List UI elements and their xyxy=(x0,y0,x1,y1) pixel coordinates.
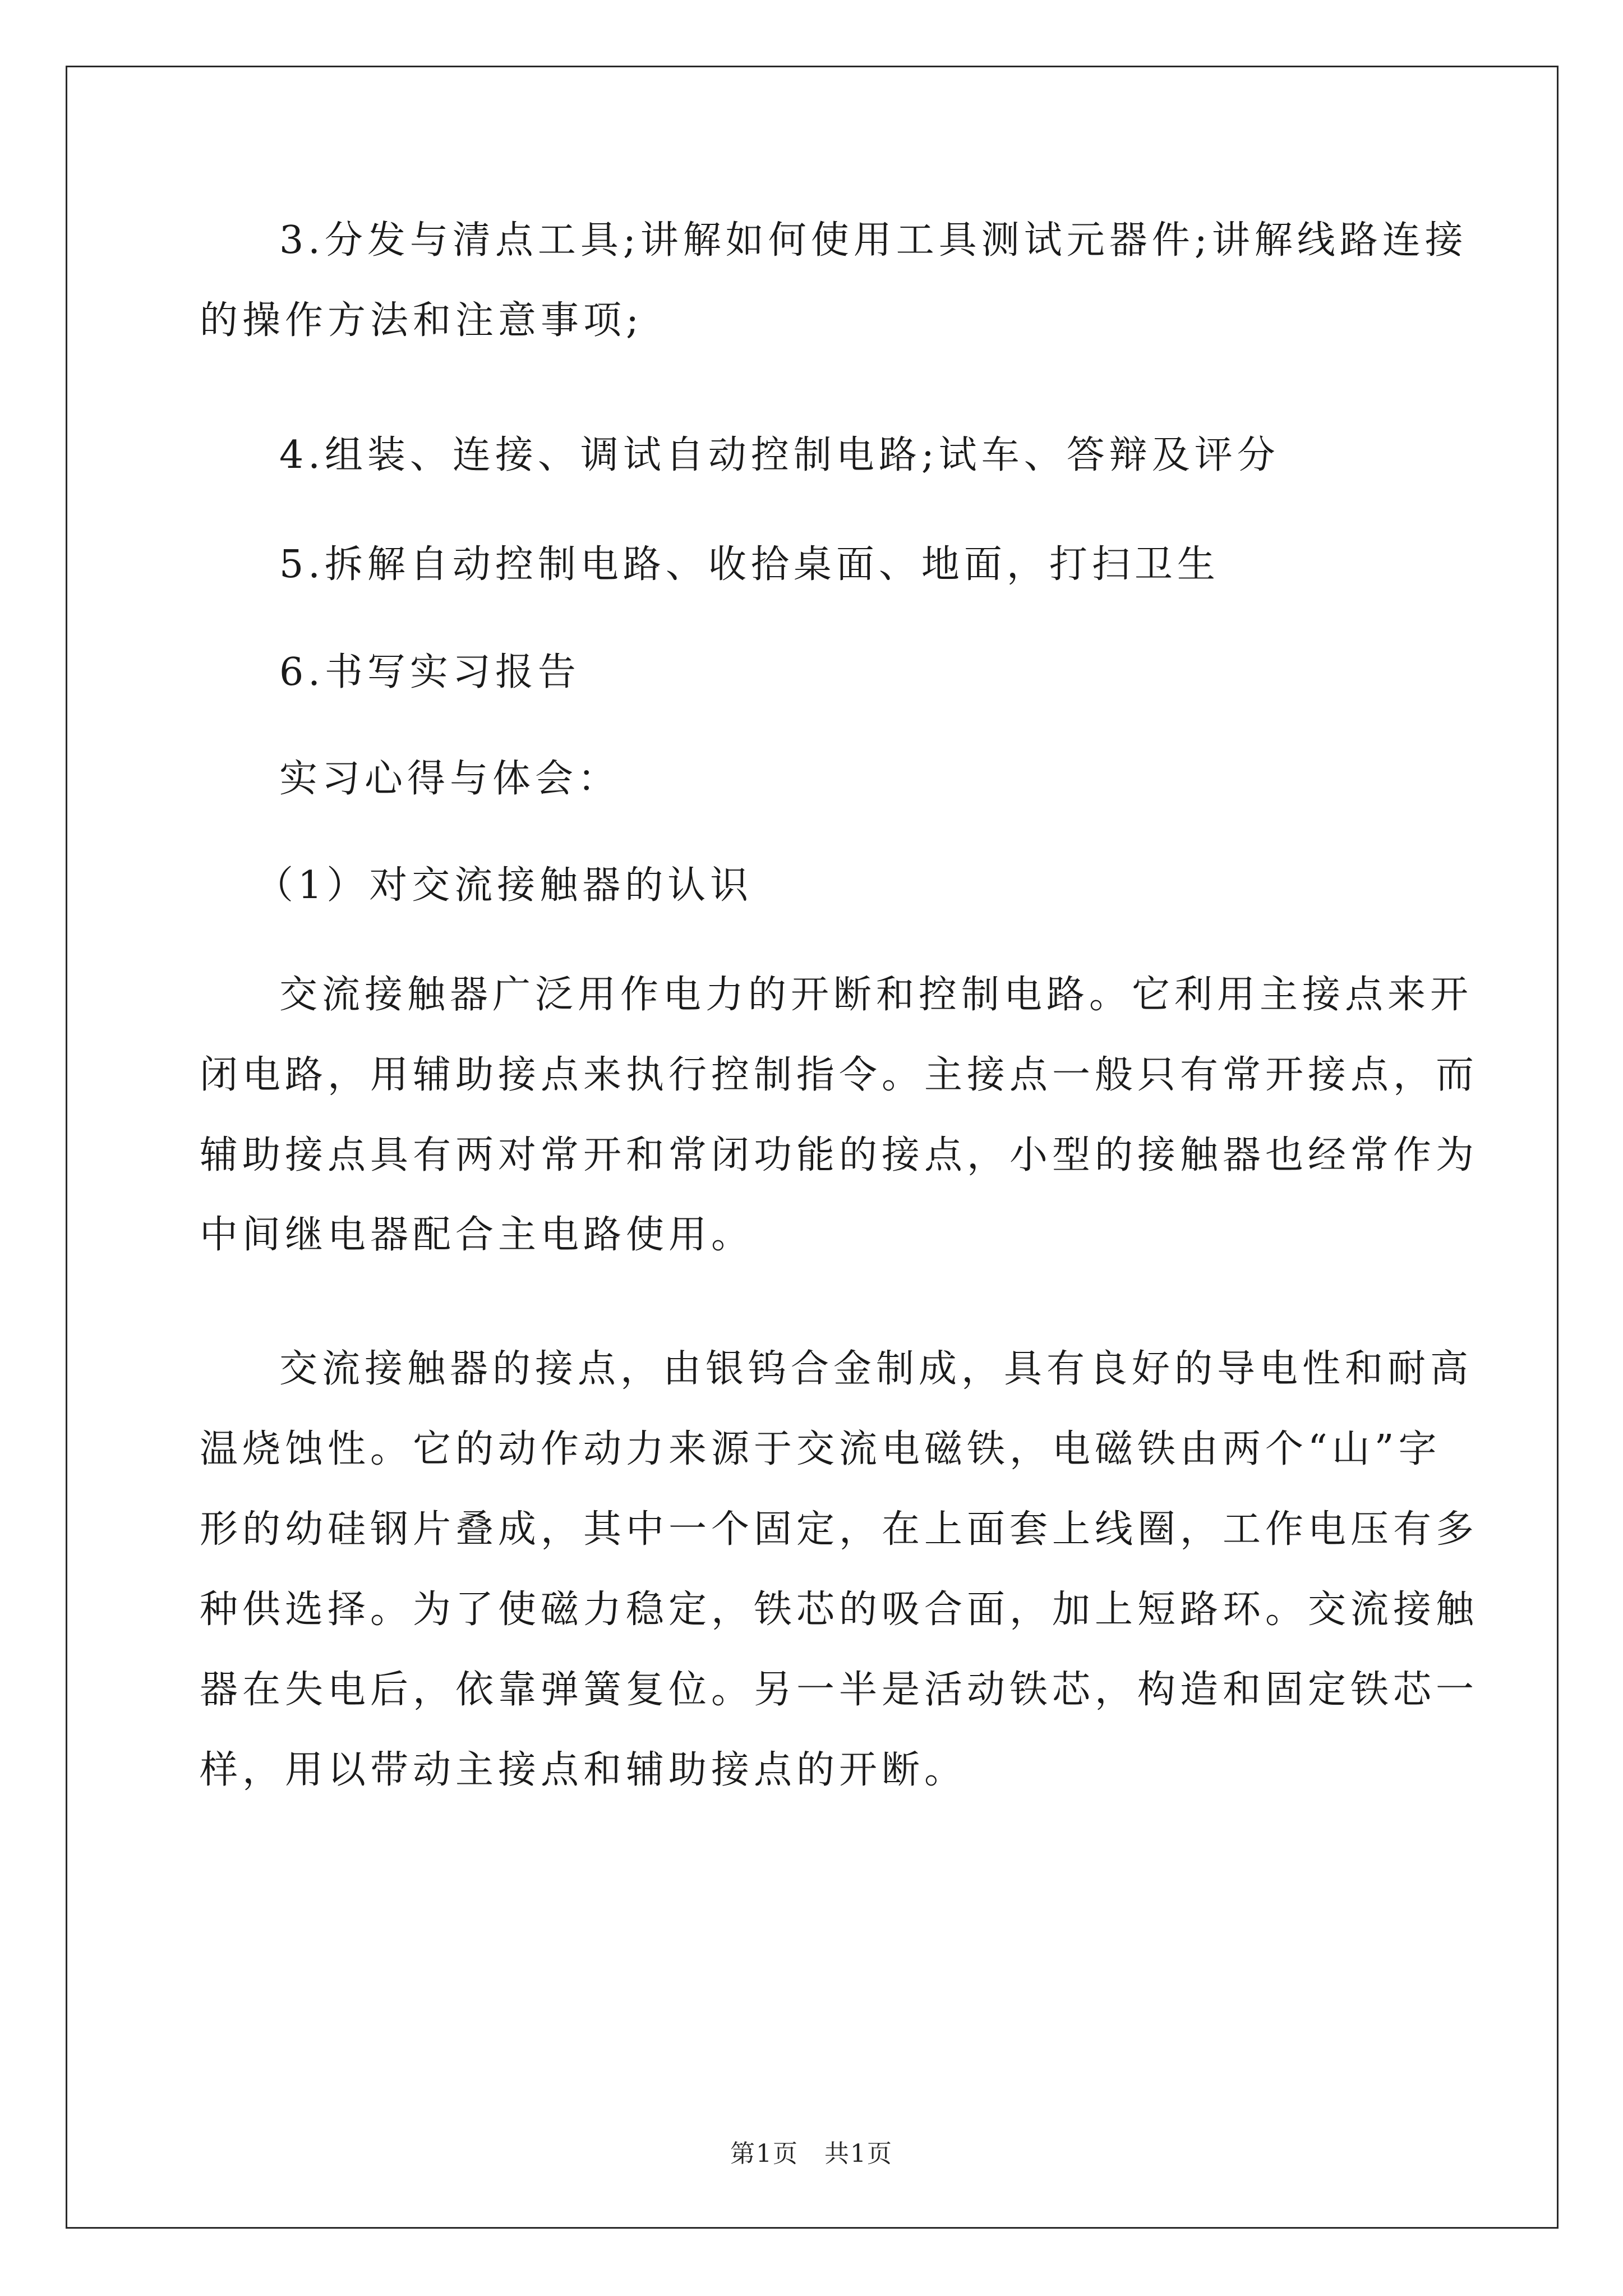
line-5: 6.书写实习报告 xyxy=(279,650,580,694)
line-4: 5.拆解自动控制电路、收拾桌面、地面，打扫卫生 xyxy=(279,542,1220,587)
paragraph-2-line-3: 形的幼硅钢片叠成，其中一个固定，在上面套上线圈，工作电压有多 xyxy=(200,1507,1479,1552)
paragraph-2-line-1: 交流接触器的接点，由银钨合金制成，具有良好的导电性和耐高 xyxy=(279,1347,1473,1391)
line-2: 的操作方法和注意事项; xyxy=(200,298,643,343)
section-heading: 实习心得与体会： xyxy=(279,757,621,801)
paragraph-1-line-2: 闭电路，用辅助接点来执行控制指令。主接点一般只有常开接点，而 xyxy=(200,1053,1479,1097)
paragraph-1-line-1: 交流接触器广泛用作电力的开断和控制电路。它利用主接点来开 xyxy=(279,973,1473,1017)
paragraph-2-line-4: 种供选择。为了使磁力稳定，铁芯的吸合面，加上短路环。交流接触 xyxy=(200,1588,1479,1632)
line-3: 4.组装、连接、调试自动控制电路;试车、答辩及评分 xyxy=(279,433,1280,477)
line-1: 3.分发与清点工具;讲解如何使用工具测试元器件;讲解线路连接 xyxy=(279,218,1468,263)
page-number: 第1页 共1页 xyxy=(730,2139,893,2168)
subsection-heading: （1）对交流接触器的认识 xyxy=(255,863,753,908)
paragraph-2-line-2: 温烧蚀性。它的动作动力来源于交流电磁铁，电磁铁由两个“山”字 xyxy=(200,1427,1441,1471)
paragraph-1-line-3: 辅助接点具有两对常开和常闭功能的接点，小型的接触器也经常作为 xyxy=(200,1133,1479,1177)
paragraph-2-line-6: 样，用以带动主接点和辅助接点的开断。 xyxy=(200,1748,967,1792)
paragraph-1-line-4: 中间继电器配合主电路使用。 xyxy=(200,1213,754,1257)
paragraph-2-line-5: 器在失电后，依靠弹簧复位。另一半是活动铁芯，构造和固定铁芯一 xyxy=(200,1668,1479,1712)
